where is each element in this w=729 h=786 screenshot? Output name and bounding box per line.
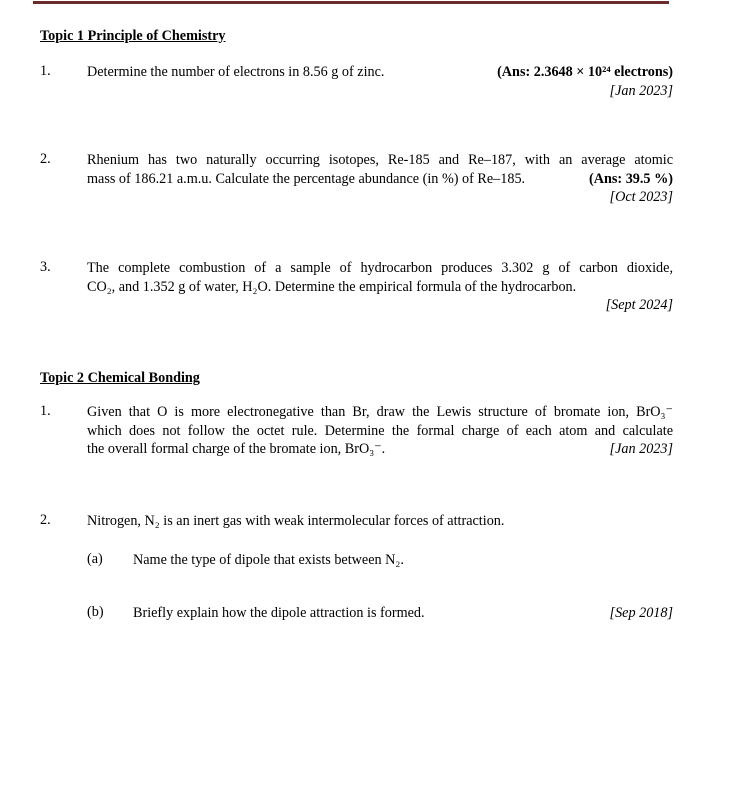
source-tag: [Jan 2023] bbox=[609, 441, 673, 457]
source-tag: [Sept 2024] bbox=[605, 297, 673, 313]
question-text-line: which does not follow the octet rule. Determine the formal charge of each atom and calculate bbox=[87, 422, 673, 439]
question-1-1 bbox=[87, 63, 673, 100]
question-2-2 bbox=[87, 512, 673, 531]
part-label: (a) bbox=[87, 551, 103, 567]
question-number: 2. bbox=[40, 151, 51, 167]
question-text-line: the overall formal charge of the bromate ion, BrO₃⁻. bbox=[87, 441, 386, 457]
part-b-text: Briefly explain how the dipole attraction is formed. bbox=[133, 605, 425, 621]
part-a-text: Name the type of dipole that exists between N₂. bbox=[133, 552, 404, 568]
question-text-line: Given that O is more electronegative than Br, draw the Lewis structure of bromate ion, BrO₃⁻ bbox=[87, 404, 673, 420]
question-text-line: Nitrogen, N₂ is an inert gas with weak intermolecular forces of attraction. bbox=[87, 513, 505, 529]
source-tag: [Sep 2018] bbox=[609, 605, 673, 621]
answer: (Ans: 39.5 %) bbox=[589, 170, 673, 187]
question-2-1 bbox=[87, 403, 673, 459]
question-text-line: The complete combustion of a sample of hydrocarbon produces 3.302 g of carbon dioxide, bbox=[87, 260, 673, 276]
question-text-line: CO₂, and 1.352 g of water, H₂O. Determine the empirical formula of the hydrocarbon. bbox=[87, 278, 577, 295]
source-tag: [Oct 2023] bbox=[609, 189, 673, 205]
question-number: 2. bbox=[40, 512, 51, 528]
header-rule bbox=[33, 1, 669, 4]
question-text-line: Rhenium has two naturally occurring isotopes, Re-185 and Re–187, with an average atomic bbox=[87, 152, 673, 168]
topic-1-heading: Topic 1 Principle of Chemistry bbox=[40, 28, 226, 44]
part-label: (b) bbox=[87, 604, 104, 620]
answer: (Ans: 2.3648 × 10²⁴ electrons) bbox=[497, 64, 673, 80]
question-number: 3. bbox=[40, 259, 51, 275]
part-b bbox=[133, 604, 673, 623]
question-1-2 bbox=[87, 151, 673, 207]
topic-2-heading: Topic 2 Chemical Bonding bbox=[40, 370, 200, 386]
question-1-3 bbox=[87, 259, 673, 315]
question-number: 1. bbox=[40, 403, 51, 419]
question-number: 1. bbox=[40, 63, 51, 79]
question-text: Determine the number of electrons in 8.56 g of zinc. bbox=[87, 64, 385, 80]
question-text-line: mass of 186.21 a.m.u. Calculate the percentage abundance (in %) of Re–185. bbox=[87, 170, 526, 187]
source-tag: [Jan 2023] bbox=[609, 82, 673, 99]
